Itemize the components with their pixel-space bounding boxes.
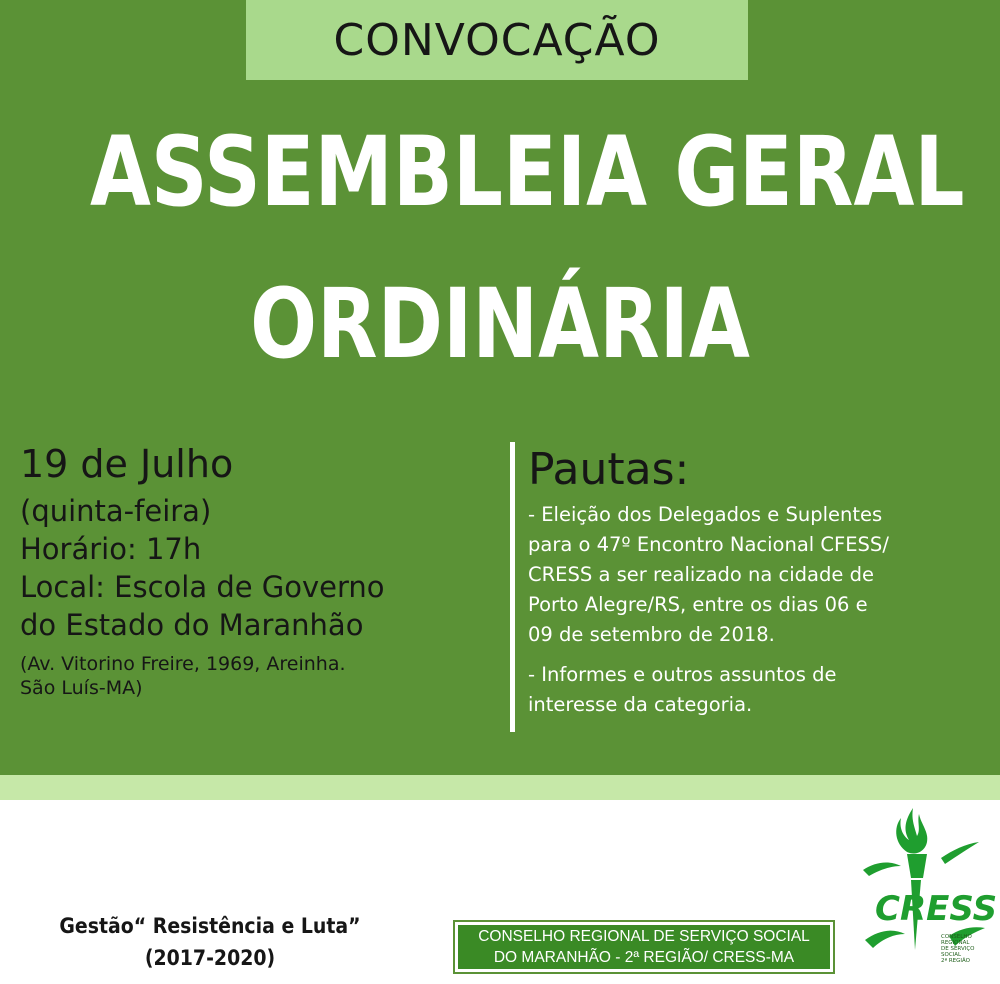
light-green-strip: [0, 775, 1000, 800]
main-title-line-1: ASSEMBLEIA GERAL: [90, 116, 965, 228]
agenda-item: [528, 500, 988, 650]
agenda-item-line: Porto Alegre/RS, entre os dias 06 e: [528, 593, 868, 616]
council-name-box: [453, 920, 835, 974]
management-years: (2017-2020): [144, 946, 276, 970]
agenda-item-line: para o 47º Encontro Nacional CFESS/: [528, 533, 889, 556]
cress-logo: [845, 800, 1000, 980]
agenda-section: [528, 442, 988, 720]
address-line-2: São Luís-MA): [20, 677, 143, 699]
agenda-item: [528, 660, 988, 720]
event-details: [20, 436, 500, 700]
event-location-line-2: do Estado do Maranhão: [20, 608, 364, 642]
column-divider: [510, 442, 515, 732]
convocation-banner: [246, 0, 748, 80]
event-weekday: (quinta-feira): [20, 494, 212, 528]
torch-logo-icon: [845, 800, 1000, 980]
agenda-heading: Pautas:: [528, 444, 690, 495]
logo-caption-line: SOCIAL: [941, 952, 962, 958]
council-name: [458, 925, 830, 969]
management-name: Gestão“ Resistência e Luta”: [59, 914, 361, 938]
management-term: [48, 910, 372, 974]
logo-caption-line: REGIONAL: [941, 940, 970, 946]
logo-caption-line: DE SERVIÇO: [941, 946, 975, 952]
agenda-item-line: CRESS a ser realizado na cidade de: [528, 563, 874, 586]
agenda-item-line: - Informes e outros assuntos de: [528, 663, 837, 686]
agenda-item-line: interesse da categoria.: [528, 693, 753, 716]
banner-label: CONVOCAÇÃO: [333, 14, 661, 66]
agenda-item-line: 09 de setembro de 2018.: [528, 623, 775, 646]
event-location-line-1: Local: Escola de Governo: [20, 570, 385, 604]
logo-caption-line: CONSELHO: [941, 934, 972, 940]
council-name-line-1: CONSELHO REGIONAL DE SERVIÇO SOCIAL: [478, 928, 810, 945]
event-time: Horário: 17h: [20, 532, 202, 566]
logo-caption-line: 2ª REGIÃO: [941, 958, 971, 964]
agenda-item-line: - Eleição dos Delegados e Suplentes: [528, 503, 883, 526]
address-line-1: (Av. Vitorino Freire, 1969, Areinha.: [20, 653, 346, 675]
council-name-line-2: DO MARANHÃO - 2ª REGIÃO/ CRESS-MA: [493, 949, 795, 966]
event-address: [20, 652, 500, 700]
event-date: 19 de Julho: [20, 442, 234, 486]
logo-wordmark: CRESS: [875, 889, 998, 929]
main-title-line-2: ORDINÁRIA: [250, 268, 750, 380]
